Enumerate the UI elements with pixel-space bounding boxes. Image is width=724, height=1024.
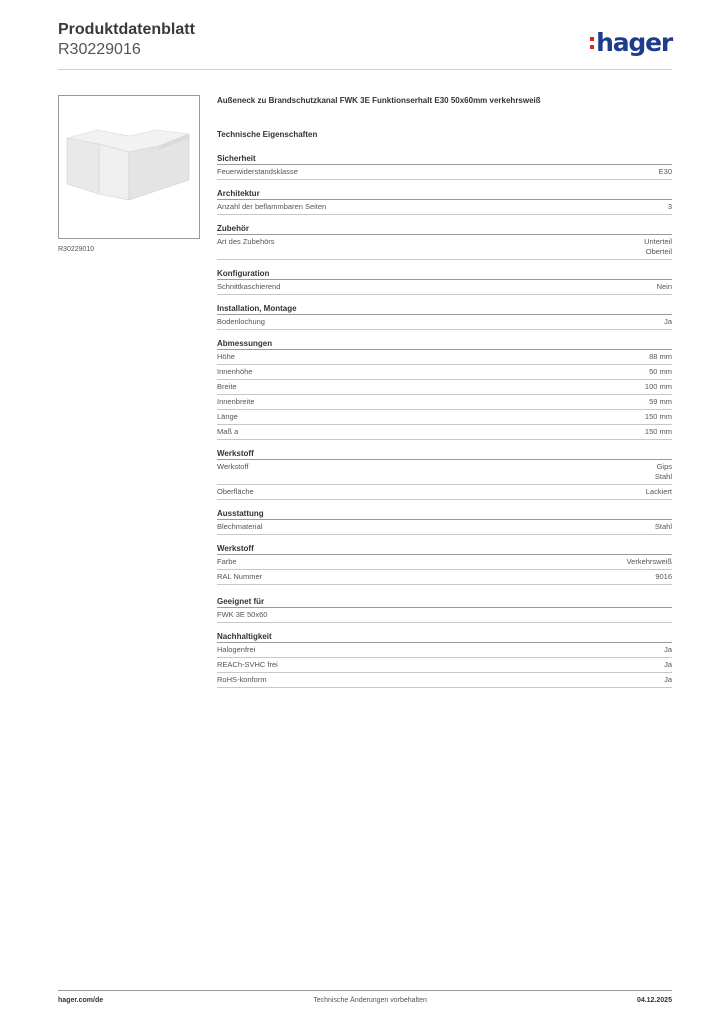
property-row	[217, 350, 672, 365]
property-label: Feuerwiderstandsklasse	[217, 167, 298, 176]
property-row	[217, 235, 672, 260]
logo-dots-icon	[590, 34, 594, 52]
property-label: Länge	[217, 412, 238, 421]
group-title: Architektur	[217, 189, 672, 200]
property-values	[664, 317, 672, 327]
property-value: 150 mm	[644, 427, 672, 436]
hager-logo	[590, 28, 672, 57]
property-values	[655, 572, 672, 582]
product-title: Außeneck zu Brandschutzkanal FWK 3E Funktionserhalt E30 50x60mm verkehrsweiß	[217, 96, 541, 105]
property-values	[627, 557, 672, 567]
property-label: Breite	[217, 382, 237, 391]
property-values	[649, 367, 672, 377]
property-value: Stahl	[654, 472, 672, 481]
footer-notice: Technische Änderungen vorbehalten	[313, 997, 427, 1004]
property-label: Innenhöhe	[217, 367, 253, 376]
property-label: Halogenfrei	[217, 645, 256, 654]
property-group	[217, 449, 672, 500]
property-row	[217, 608, 672, 623]
property-value: Gips	[656, 462, 672, 471]
property-label: Schnittkaschierend	[217, 282, 281, 291]
property-values	[646, 487, 672, 497]
group-title: Abmessungen	[217, 339, 672, 350]
property-label: Bodenlochung	[217, 317, 265, 326]
property-value: E30	[658, 167, 672, 176]
property-values	[657, 282, 672, 292]
properties-content	[217, 96, 672, 697]
property-label: REACh-SVHC frei	[217, 660, 278, 669]
property-value: 150 mm	[644, 412, 672, 421]
property-group	[217, 304, 672, 330]
group-title: Werkstoff	[217, 544, 672, 555]
document-title: Produktdatenblatt	[58, 21, 195, 38]
property-value: 88 mm	[649, 352, 672, 361]
property-values	[645, 412, 672, 422]
property-values	[664, 660, 672, 670]
property-value: Ja	[664, 660, 672, 669]
property-row	[217, 555, 672, 570]
property-values	[649, 397, 672, 407]
property-label: Höhe	[217, 352, 235, 361]
property-value: Oberteil	[645, 247, 672, 256]
product-image	[58, 95, 200, 239]
property-label: RoHS-konform	[217, 675, 267, 684]
product-corner-image	[59, 96, 199, 238]
group-title: Sicherheit	[217, 154, 672, 165]
property-row	[217, 280, 672, 295]
property-row	[217, 315, 672, 330]
property-values	[655, 522, 672, 532]
property-value: Ja	[664, 317, 672, 326]
property-row	[217, 365, 672, 380]
property-value: Unterteil	[644, 237, 672, 246]
property-groups	[217, 154, 672, 688]
property-label: Anzahl der beflammbaren Seiten	[217, 202, 327, 211]
property-values	[659, 167, 672, 177]
property-row	[217, 410, 672, 425]
property-label: Blechmaterial	[217, 522, 263, 531]
property-value: 50 mm	[649, 367, 672, 376]
footer-date: 04.12.2025	[636, 997, 672, 1004]
property-row	[217, 485, 672, 500]
property-row	[217, 643, 672, 658]
property-group	[217, 597, 672, 623]
property-label: Oberfläche	[217, 487, 254, 496]
group-title: Konfiguration	[217, 269, 672, 280]
group-title: Zubehör	[217, 224, 672, 235]
property-value: 59 mm	[649, 397, 672, 406]
group-title: Nachhaltigkeit	[217, 632, 672, 643]
property-values	[644, 237, 672, 257]
group-title: Installation, Montage	[217, 304, 672, 315]
property-row	[217, 380, 672, 395]
property-row	[217, 658, 672, 673]
property-row	[217, 570, 672, 585]
footer-website: hager.com/de	[58, 997, 104, 1004]
property-label: RAL Nummer	[217, 572, 263, 581]
property-values	[664, 645, 672, 655]
property-values	[649, 352, 672, 362]
property-row	[217, 200, 672, 215]
property-value: Verkehrsweiß	[626, 557, 672, 566]
property-value: 100 mm	[644, 382, 672, 391]
property-values	[645, 382, 672, 392]
property-row	[217, 460, 672, 485]
property-group	[217, 189, 672, 215]
property-group	[217, 154, 672, 180]
property-value: 3	[667, 202, 672, 211]
image-caption: R30229010	[58, 246, 95, 253]
property-group	[217, 224, 672, 260]
logo-text: hager	[596, 28, 672, 57]
property-value: Ja	[664, 645, 672, 654]
group-title: Werkstoff	[217, 449, 672, 460]
group-title: Ausstattung	[217, 509, 672, 520]
property-value: 9016	[655, 572, 672, 581]
page-footer	[58, 990, 672, 1004]
property-values	[655, 462, 672, 482]
group-title: Geeignet für	[217, 597, 672, 608]
property-row	[217, 165, 672, 180]
property-group	[217, 544, 672, 585]
property-value: Stahl	[654, 522, 672, 531]
property-label: FWK 3E 50x60	[217, 610, 268, 619]
property-group	[217, 509, 672, 535]
property-value: Lackiert	[645, 487, 672, 496]
property-value: Nein	[656, 282, 672, 291]
property-row	[217, 673, 672, 688]
property-label: Art des Zubehörs	[217, 237, 275, 246]
property-group	[217, 339, 672, 440]
property-row	[217, 520, 672, 535]
property-row	[217, 395, 672, 410]
property-label: Maß a	[217, 427, 239, 436]
section-heading: Technische Eigenschaften	[217, 130, 318, 139]
property-row	[217, 425, 672, 440]
property-value: Ja	[664, 675, 672, 684]
property-values	[668, 202, 672, 212]
property-label: Farbe	[217, 557, 237, 566]
property-group	[217, 632, 672, 688]
property-group	[217, 269, 672, 295]
property-values	[664, 675, 672, 685]
product-number: R30229016	[58, 41, 141, 58]
property-values	[645, 427, 672, 437]
page-header	[58, 20, 672, 70]
property-label: Innenbreite	[217, 397, 255, 406]
property-label: Werkstoff	[217, 462, 249, 471]
